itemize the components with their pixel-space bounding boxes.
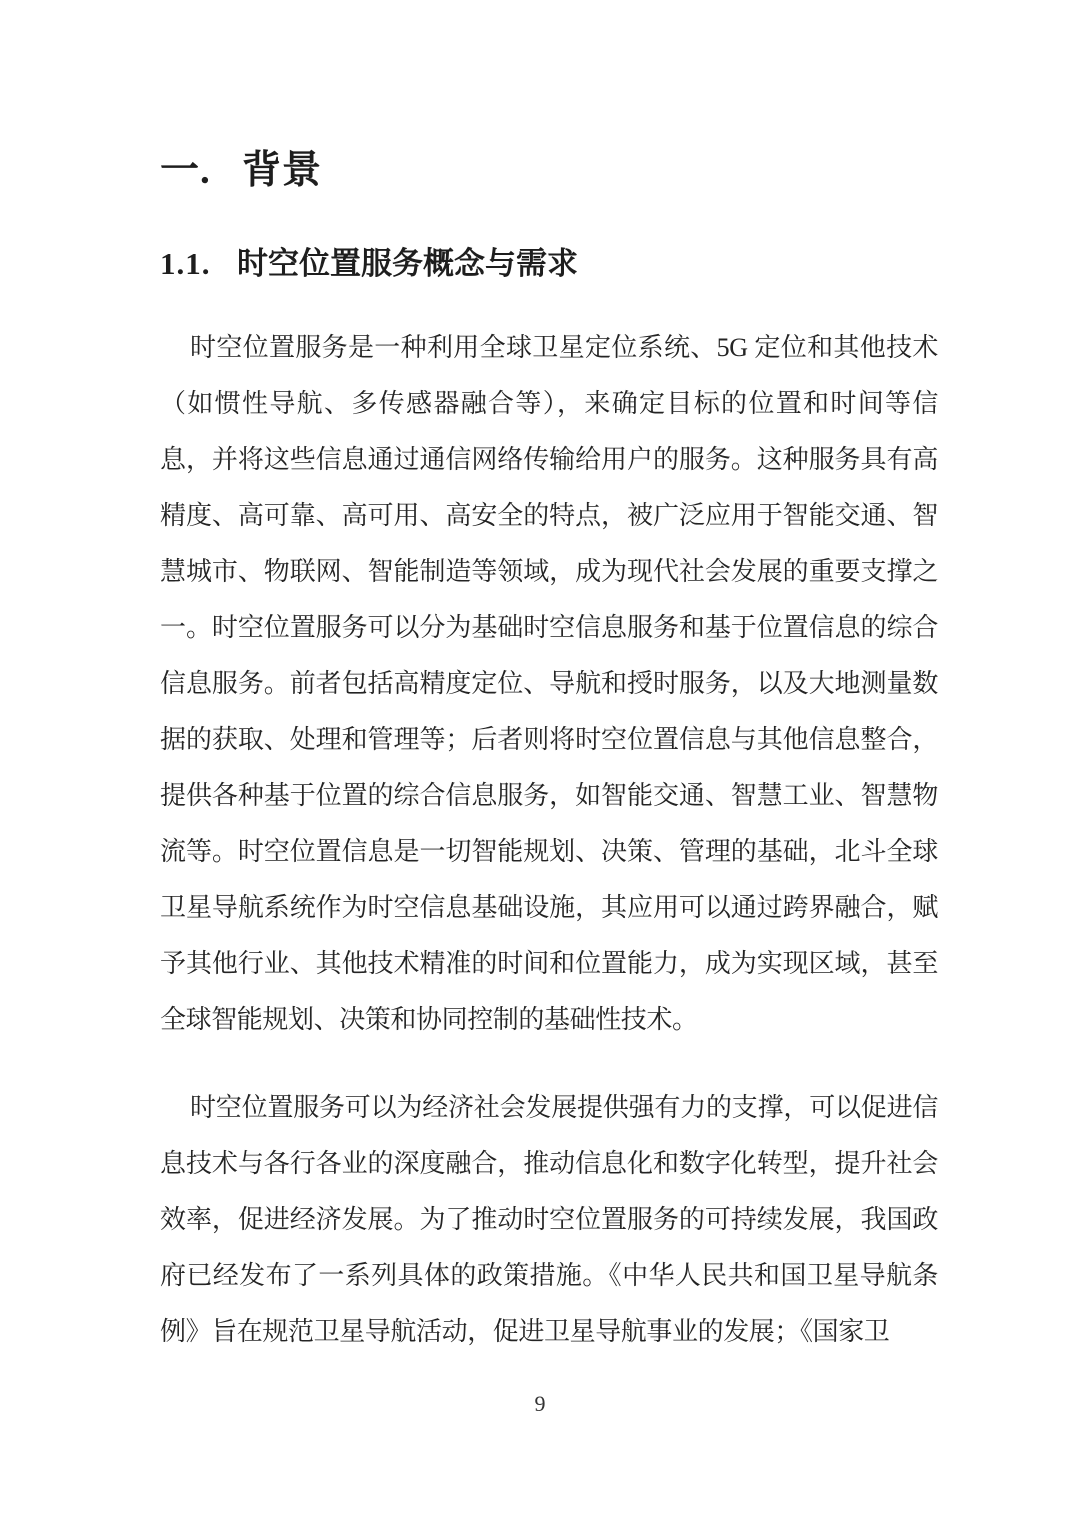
section-number: 一. xyxy=(160,149,211,192)
section-heading xyxy=(160,150,938,192)
subsection-number: 1.1. xyxy=(160,246,211,281)
page-content xyxy=(160,150,938,1360)
paragraph-1: 时空位置服务是一种利用全球卫星定位系统、5G 定位和其他技术（如惯性导航、多传感器融合等），来确定目标的位置和时间等信息，并将这些信息通过通信网络传输给用户的服务。这种服务具有高精度、高可靠、高可用、高安全的特点，被广泛应用于智能交通、智慧城市、物联网、智能制造等领域，成为现代社会发展的重要支撑之一。时空位置服务可以分为基础时空信息服务和基于位置信息的综合信息服务。前者包括高精度定位、导航和授时服务，以及大地测量数据的获取、处理和管理等；后者则将时空位置信息与其他信息整合，提供各种基于位置的综合信息服务，如智能交通、智慧工业、智慧物流等。时空位置信息是一切智能规划、决策、管理的基础，北斗全球卫星导航系统作为时空信息基础设施，其应用可以通过跨界融合，赋予其他行业、其他技术精准的时间和位置能力，成为实现区域，甚至全球智能规划、决策和协同控制的基础性技术。 xyxy=(160,333,938,1034)
section-title: 背景 xyxy=(242,149,323,192)
subsection-heading xyxy=(160,246,938,282)
page-number: 9 xyxy=(534,1391,546,1416)
paragraph-2: 时空位置服务可以为经济社会发展提供强有力的支撑，可以促进信息技术与各行各业的深度融合，推动信息化和数字化转型，提升社会效率，促进经济发展。为了推动时空位置服务的可持续发展，我国政府已经发布了一系列具体的政策措施。《中华人民共和国卫星导航条例》旨在规范卫星导航活动，促进卫星导航事业的发展；《国家卫 xyxy=(160,1093,938,1346)
subsection-title: 时空位置服务概念与需求 xyxy=(237,246,578,281)
